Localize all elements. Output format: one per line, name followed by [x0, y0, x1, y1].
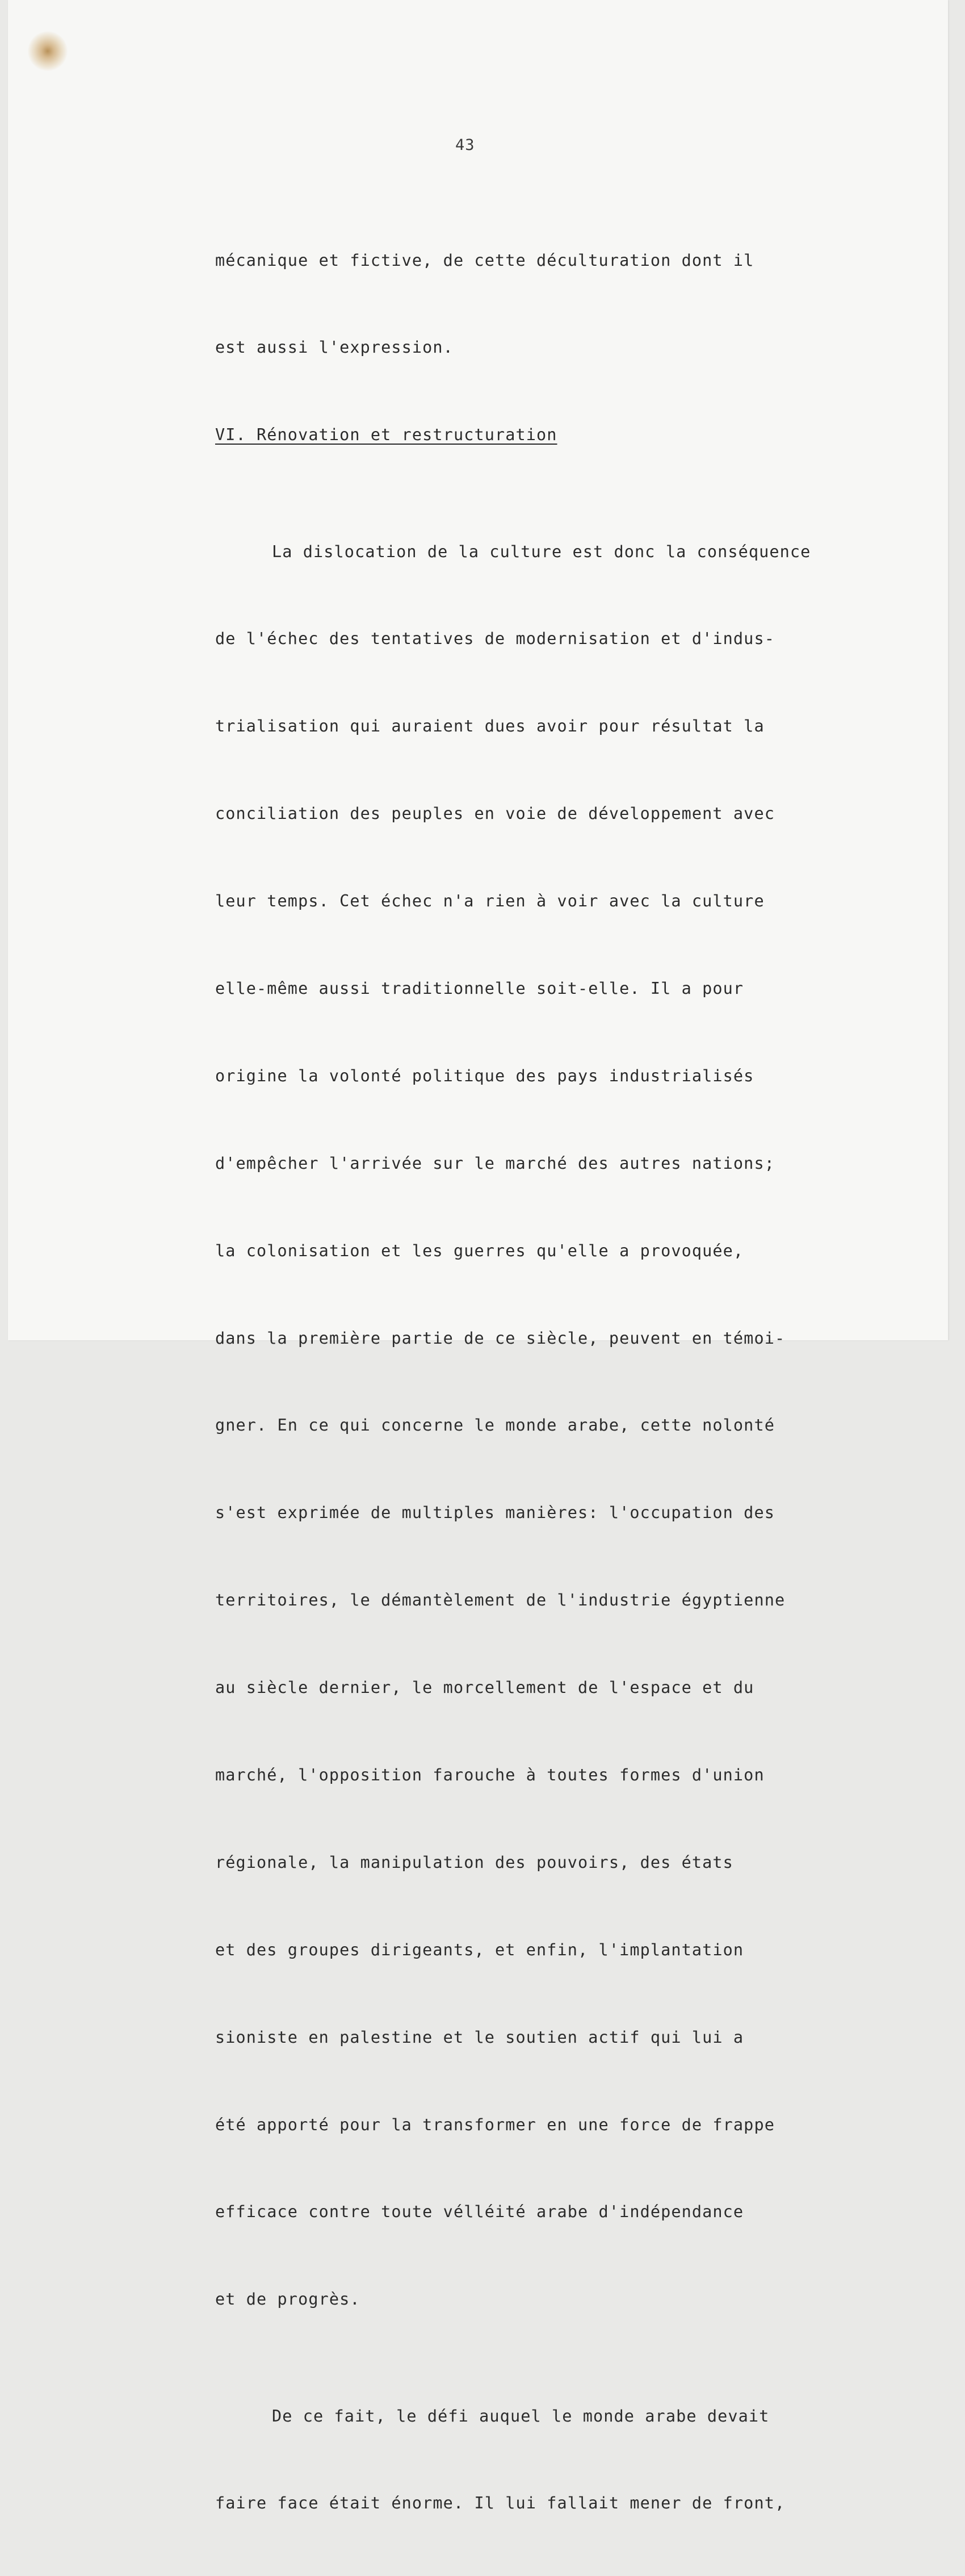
text-line: la colonisation et les guerres qu'elle a provoquée,	[215, 1241, 744, 1260]
text-line: origine la volonté politique des pays industrialisés	[215, 1066, 754, 1085]
text-line: de l'échec des tentatives de modernisation et d'indus-	[215, 629, 775, 649]
text-line: sioniste en palestine et le soutien actif qui lui a	[215, 2027, 744, 2047]
text-line: leur temps. Cet échec n'a rien à voir avec la culture	[215, 892, 765, 911]
paper-stain	[28, 31, 68, 71]
text-line: au siècle dernier, le morcellement de l'espace et du	[215, 1678, 754, 1697]
text-line: gner. En ce qui concerne le monde arabe, cette nolonté	[215, 1416, 775, 1435]
text-line: efficace contre toute vélléité arabe d'indépendance	[215, 2202, 744, 2222]
text-line: d'empêcher l'arrivée sur le marché des autres nations;	[215, 1153, 775, 1173]
body-text	[215, 187, 885, 2576]
text-line: elle-même aussi traditionnelle soit-elle. Il a pour	[215, 979, 744, 998]
text-line: territoires, le démantèlement de l'industrie égyptienne	[215, 1591, 786, 1610]
text-line: mécanique et fictive, de cette déculturation dont il	[215, 250, 754, 270]
document-page	[8, 0, 948, 2513]
text-line: conciliation des peuples en voie de développement avec	[215, 804, 775, 823]
text-line: et des groupes dirigeants, et enfin, l'implantation	[215, 1940, 744, 1959]
section-heading: VI. Rénovation et restructuration	[215, 425, 557, 445]
text-line: est aussi l'expression.	[215, 338, 454, 357]
text-line: dans la première partie de ce siècle, peuvent en témoi-	[215, 1328, 786, 1348]
page-number: 43	[455, 136, 475, 154]
paragraph-first-line: La dislocation de la culture est donc la conséquence	[272, 542, 811, 561]
text-line: été apporté pour la transformer en une force de frappe	[215, 2115, 775, 2134]
paragraph-first-line: De ce fait, le défi auquel le monde arabe devait	[272, 2406, 770, 2426]
text-line: régionale, la manipulation des pouvoirs, des états	[215, 1852, 733, 1872]
text-line: trialisation qui auraient dues avoir pour résultat la	[215, 717, 765, 736]
text-line: faire face était énorme. Il lui fallait mener de front,	[215, 2494, 786, 2513]
text-line: et de progrès.	[215, 2290, 360, 2309]
text-line: s'est exprimée de multiples manières: l'occupation des	[215, 1503, 775, 1523]
text-line: marché, l'opposition farouche à toutes formes d'union	[215, 1766, 765, 1785]
